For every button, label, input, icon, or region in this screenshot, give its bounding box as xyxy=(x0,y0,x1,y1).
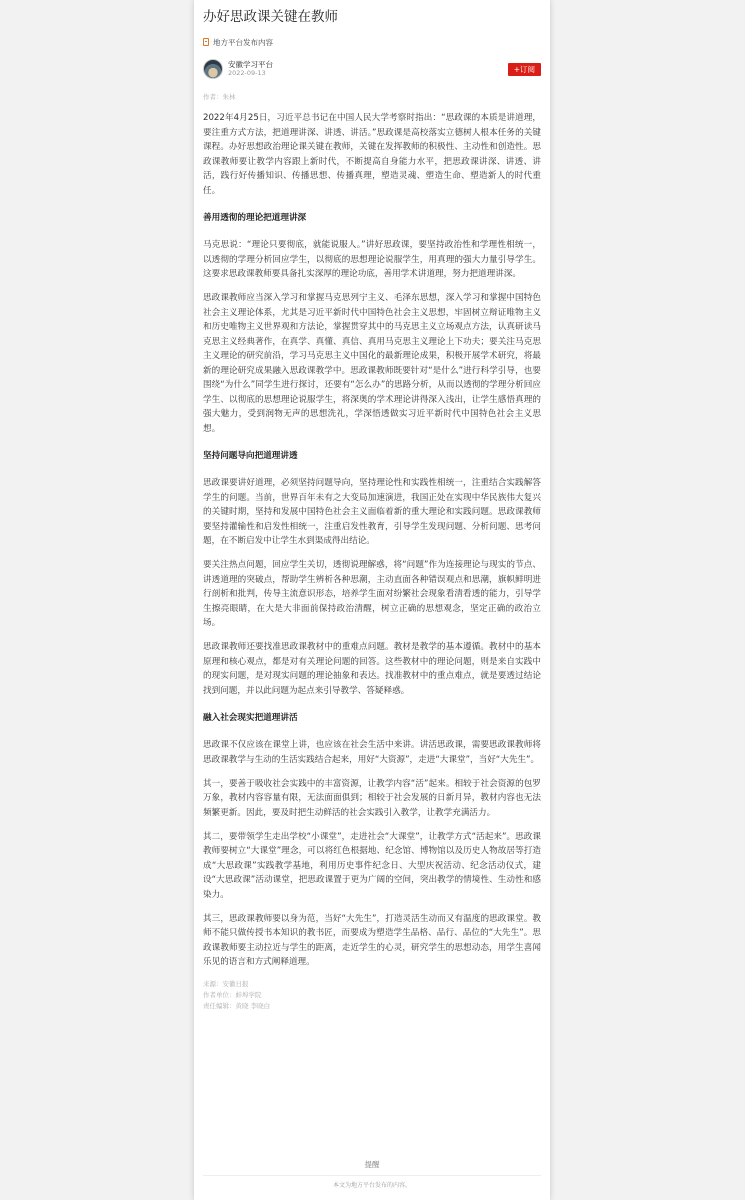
subscribe-button[interactable]: +订阅 xyxy=(508,63,541,76)
source-tag-label: 地方平台发布内容 xyxy=(213,37,273,47)
byline: 作者：朱林 xyxy=(203,93,236,101)
footer-unit: 作者单位：蚌埠学院 xyxy=(203,991,262,999)
footer-source: 来源：安徽日报 xyxy=(203,980,249,988)
footer-meta xyxy=(203,979,541,1012)
author-meta xyxy=(228,60,273,78)
paragraph: 思政课不仅应该在课堂上讲，也应该在社会生活中来讲。讲活思政课，需要思政课教师将思政课教学与生动的生活实践结合起来，用好“大资源”，走进“大课堂”，当好“大先生”。 xyxy=(203,740,541,765)
source-tag xyxy=(203,36,541,48)
publish-date: 2022-09-13 xyxy=(228,69,266,77)
paragraph: 思政课教师还要找准思政课教材中的重难点问题。教材是教学的基本遵循。教材中的基本原理和核心观点，都是对有关理论问题的回答。这些教材中的理论问题，则是来自实践中的现实问题，是对现实问题的理论抽象和表达。找准教材中的重点难点，就是要透过结论找到问题，并以此问题为起点来引导教学、答疑释惑。 xyxy=(203,642,541,696)
paragraph: 思政课要讲好道理，必须坚持问题导向，坚持理论性和实践性相统一，注重结合实践解答学生的问题。当前，世界百年未有之大变局加速演进，我国正处在实现中华民族伟大复兴的关键时期，坚持和发展中国特色社会主义面临着新的重大理论和实践问题。思政课教师要坚持灌输性和启发性相统一，注重启发性教育，引导学生发现问题、分析问题、思考问题，在不断启发中让学生水到渠成得出结论。 xyxy=(203,478,541,546)
tip-text: 本文为地方平台发布的内容。 xyxy=(332,1182,411,1189)
author-name[interactable]: 安徽学习平台 xyxy=(228,60,273,69)
section-heading: 善用透彻的理论把道理讲深 xyxy=(203,213,307,223)
paragraph: 2022年4月25日，习近平总书记在中国人民大学考察时指出：“思政课的本质是讲道理，要注重方式方法，把道理讲深、讲透、讲活。”思政课是高校落实立德树人根本任务的关键课程。办好思想政治理论课关键在教师，关键在发挥教师的积极性、主动性和创造性。思政课教师要让教学内容跟上新时代，不断提高自身能力水平，把思政课讲深、讲透、讲活，践行好传播知识、传播思想、传播真理，塑造灵魂、塑造生命、塑造新人的时代重任。 xyxy=(203,113,541,196)
paragraph: 其二，要带领学生走出学校“小课堂”，走进社会“大课堂”，让教学方式“活起来”。思政课教师要树立“大课堂”理念，可以将红色根据地、纪念馆、博物馆以及历史人物故居等打造成“大思政课”实践教学基地，利用历史事件纪念日、大型庆祝活动、纪念活动仪式，建设“大思政课”活动课堂，把思政课置于更为广阔的空间，突出教学的情境性、生动性和感染力。 xyxy=(203,831,541,900)
divider xyxy=(203,1175,541,1176)
document-icon xyxy=(203,38,209,46)
paragraph: 要关注热点问题，回应学生关切，透彻说理解惑，将“问题”作为连接理论与现实的节点、讲透道理的突破点，帮助学生辨析各种思潮，主动直面各种错误观点和思潮，旗帜鲜明进行剖析和批判，传导主流意识形态，培养学生面对纷繁社会现象看清看透的能力，引导学生擦亮眼睛，在大是大非面前保持政治清醒，树立正确的思想观念，坚定正确的政治立场。 xyxy=(203,560,541,628)
section-heading: 融入社会现实把道理讲活 xyxy=(203,713,298,723)
footer-editor: 责任编辑：黄晓 李晓白 xyxy=(203,1002,271,1010)
article-page xyxy=(194,0,550,1200)
avatar[interactable] xyxy=(203,59,223,79)
paragraph: 其三，思政课教师要以身为范，当好“大先生”，打造灵活生动而又有温度的思政课堂。教师不能只做传授书本知识的教书匠，而要成为塑造学生品格、品行、品位的“大先生”。思政课教师要主动拉近与学生的距离，走近学生的心灵，研究学生的思想动态，用学生喜闻乐见的语言和方式阐释道理。 xyxy=(203,913,541,967)
author-row xyxy=(203,58,541,80)
paragraph: 马克思说：“理论只要彻底，就能说服人。”讲好思政课，要坚持政治性和学理性相统一，以透彻的学理分析回应学生，以彻底的思想理论说服学生，用真理的强大力量引导学生。这要求思政课教师要具备扎实深厚的理论功底，善用学术讲道理，努力把道理讲深。 xyxy=(203,240,541,279)
tip-area xyxy=(203,1160,541,1190)
paragraph: 其一，要善于吸收社会实践中的丰富资源，让教学内容“活”起来。相较于社会资源的包罗万象，教材内容容量有限，无法面面俱到；相较于社会发展的日新月异，教材内容也无法频繁更新。因此，要及时把生动鲜活的社会实践引入教学，让教学充满活力。 xyxy=(203,778,541,818)
article-content xyxy=(203,111,541,970)
article-title: 办好思政课关键在教师 xyxy=(203,9,338,25)
section-heading: 坚持问题导向把道理讲透 xyxy=(203,451,298,461)
tip-title: 提醒 xyxy=(364,1160,380,1169)
paragraph: 思政课教师应当深入学习和掌握马克思列宁主义、毛泽东思想，深入学习和掌握中国特色社会主义理论体系，尤其是习近平新时代中国特色社会主义思想，牢固树立辩证唯物主义和历史唯物主义世界观和方法论，掌握贯穿其中的马克思主义立场观点方法，认真研读马克思主义经典著作，在真学、真懂、真信、真用马克思主义理论上下功夫；要关注马克思主义理论的研究前沿，学习马克思主义中国化的最新理论成果，积极开展学术研究，将最新的理论研究成果融入思政课教学中。思政课教师既要针对“是什么”进行科学引导，也要围绕“为什么”同学生进行探讨，还要有“怎么办”的思路分析，从而以透彻的学理分析回应学生、以彻底的思想理论说服学生，将深奥的学术理论讲得深入浅出，让学生感悟真理的强大魅力，受到润物无声的思想洗礼，学深悟透做实习近平新时代中国特色社会主义思想。 xyxy=(203,293,541,434)
